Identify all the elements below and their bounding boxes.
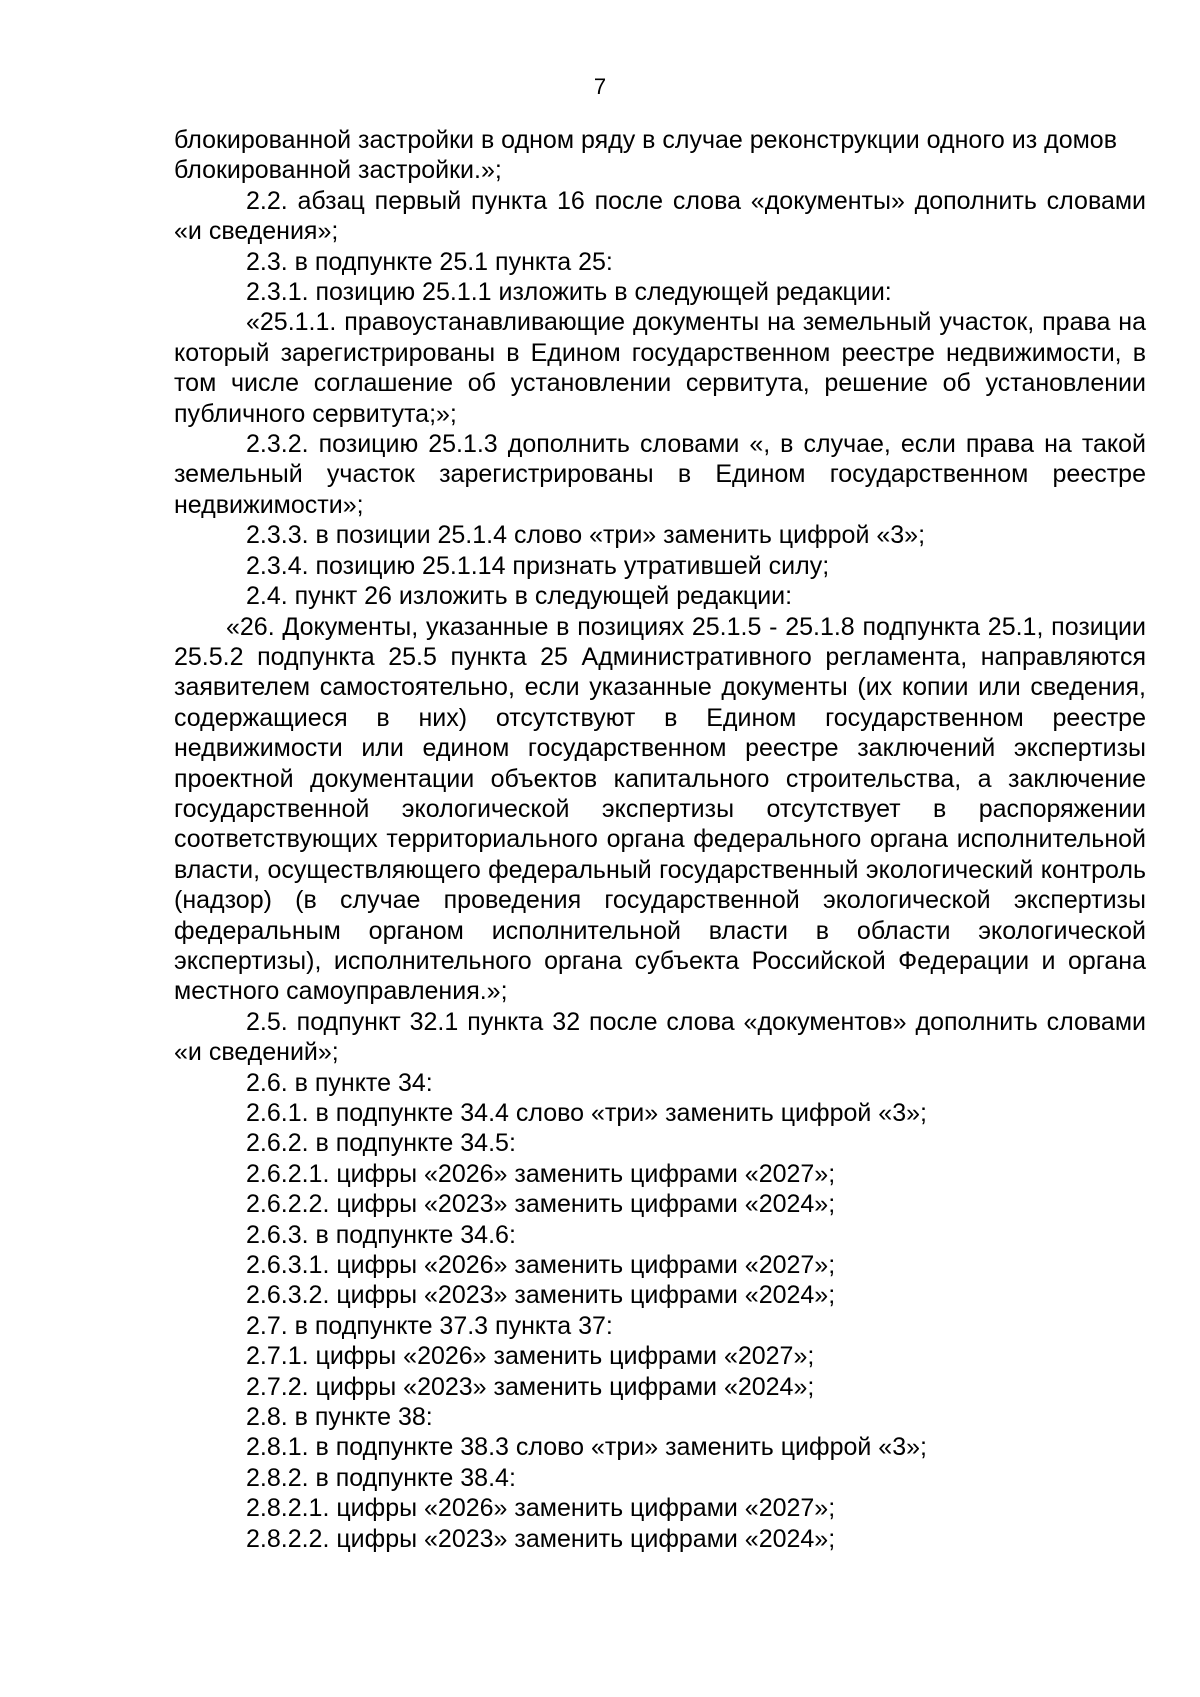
paragraph-2-6-2-1: 2.6.2.1. цифры «2026» заменить цифрами «2027»;	[246, 1159, 836, 1188]
paragraph-2-8: 2.8. в пункте 38:	[246, 1403, 433, 1432]
paragraph-2-3-4: 2.3.4. позицию 25.1.14 признать утратившей силу;	[246, 551, 830, 580]
paragraph-2-2: 2.2. абзац первый пункта 16 после слова «документы» дополнить словами «и сведения»;	[174, 186, 1146, 246]
paragraph-2-6-1: 2.6.1. в подпункте 34.4 слово «три» заменить цифрой «3»;	[246, 1099, 927, 1127]
paragraph-2-8-1: 2.8.1. в подпункте 38.3 слово «три» заменить цифрой «3»;	[246, 1433, 927, 1462]
paragraph-2-3: 2.3. в подпункте 25.1 пункта 25:	[246, 247, 613, 276]
paragraph-2-8-2-1: 2.8.2.1. цифры «2026» заменить цифрами «2027»;	[246, 1494, 836, 1523]
paragraph-2-7: 2.7. в подпункте 37.3 пункта 37:	[246, 1311, 613, 1340]
paragraph-2-6-2: 2.6.2. в подпункте 34.5:	[246, 1129, 516, 1158]
document-body	[174, 125, 1146, 1554]
paragraph-continuation: блокированной застройки в одном ряду в случае реконструкции одного из домов блокированной застройки.»;	[174, 126, 1117, 185]
paragraph-25-1-1-quote: «25.1.1. правоустанавливающие документы на земельный участок, права на который зарегистрированы в Едином государственном реестре недвижимости, в том числе соглашение об установлении сервитута, решение об установлении публичного сервитута;»;	[174, 308, 1146, 428]
paragraph-2-6-3-2: 2.6.3.2. цифры «2023» заменить цифрами «2024»;	[246, 1281, 836, 1310]
paragraph-2-6-2-2: 2.6.2.2. цифры «2023» заменить цифрами «2024»;	[246, 1190, 836, 1219]
paragraph-26-quote: «26. Документы, указанные в позициях 25.1.5 - 25.1.8 подпункта 25.1, позиции 25.5.2 подпункта 25.5 пункта 25 Административного регламента, направляются заявителем самостоятельно, если указанные документы (их копии или сведения, содержащиеся в них) отсутствуют в Едином государственном реестре недвижимости или едином государственном реестре заключений экспертизы проектной документации объектов капитального строительства, а заключение государственной экологической экспертизы отсутствует в распоряжении соответствующих территориального органа федерального органа исполнительной власти, осуществляющего федеральный государственный экологический контроль (надзор) (в случае проведения государственной экологической экспертизы федеральным органом исполнительной власти в области экологической экспертизы), исполнительного органа субъекта Российской Федерации и органа местного самоуправления.»;	[174, 612, 1146, 1006]
paragraph-2-5: 2.5. подпункт 32.1 пункта 32 после слова «документов» дополнить словами «и сведений»;	[174, 1007, 1146, 1067]
paragraph-2-7-2: 2.7.2. цифры «2023» заменить цифрами «2024»;	[246, 1372, 815, 1401]
paragraph-2-6-3: 2.6.3. в подпункте 34.6:	[246, 1220, 516, 1249]
page-number: 7	[593, 74, 607, 99]
paragraph-2-8-2-2: 2.8.2.2. цифры «2023» заменить цифрами «2024»;	[246, 1524, 836, 1553]
paragraph-2-3-3: 2.3.3. в позиции 25.1.4 слово «три» заменить цифрой «3»;	[246, 521, 926, 550]
paragraph-2-6: 2.6. в пункте 34:	[246, 1068, 433, 1097]
paragraph-2-3-1: 2.3.1. позицию 25.1.1 изложить в следующей редакции:	[246, 278, 892, 307]
paragraph-2-7-1: 2.7.1. цифры «2026» заменить цифрами «2027»;	[246, 1342, 815, 1371]
paragraph-2-3-2: 2.3.2. позицию 25.1.3 дополнить словами «, в случае, если права на такой земельный участок зарегистрированы в Едином государственном реестре недвижимости»;	[174, 430, 1146, 519]
paragraph-2-8-2: 2.8.2. в подпункте 38.4:	[246, 1463, 516, 1492]
paragraph-2-4: 2.4. пункт 26 изложить в следующей редакции:	[246, 582, 793, 611]
paragraph-2-6-3-1: 2.6.3.1. цифры «2026» заменить цифрами «2027»;	[246, 1251, 836, 1280]
